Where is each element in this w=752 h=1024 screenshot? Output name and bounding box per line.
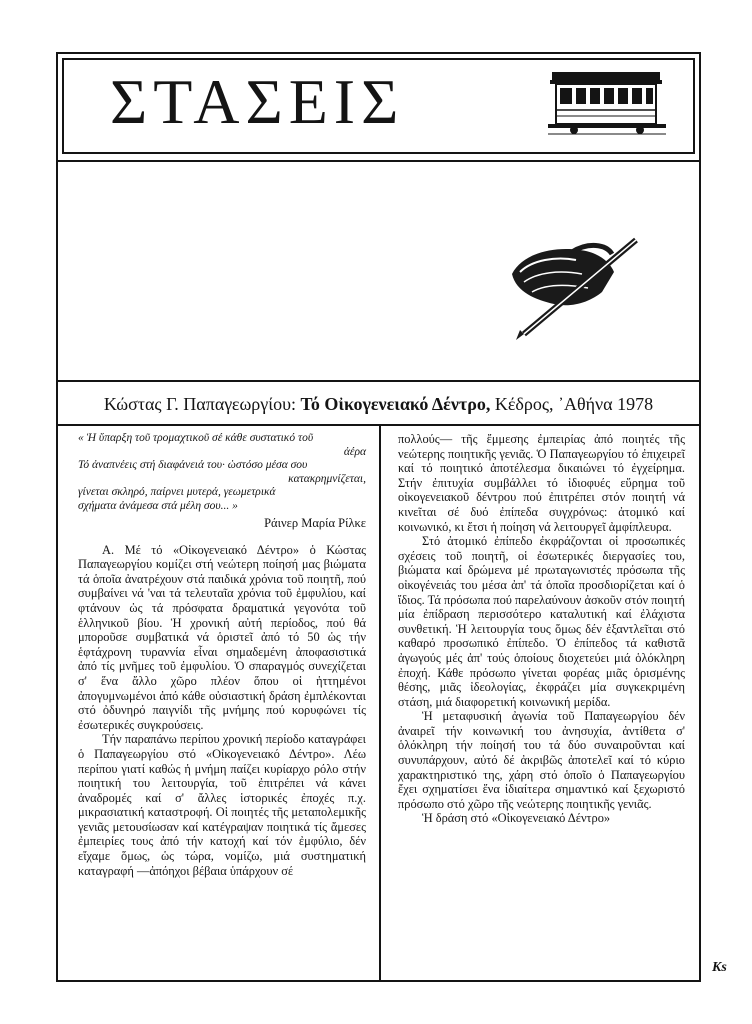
book-author: Κώστας Γ. Παπαγεωργίου: — [103, 394, 297, 414]
body-paragraph: πολλούς— τῆς ἔμμεσης ἐμπειρίας ἀπό ποιητές τῆς νεώτερης ποιητικῆς γενιᾶς. Ὁ Παπαγεωργίου τό ἐπιχειρεῖ καί τό ποιητικό ἀποτέλεσμα δικαιώνει τό ἐγχείρημα. Στήν ἐπιτυχία συμβάλλει τό ἰδιοφυές εὕρημα τοῦ οἰκογενειακοῦ δέντρου πού ἐπιτρέπει στόν ποιητή νά κινεῖται σέ δυό ἐπίπεδα συγχρόνως: ἀτομικό καί κοινωνικό, κι ἔτσι ἡ ποίηση νά λειτουργεῖ ἀμφίπλευρα. — [398, 432, 685, 534]
epigraph-line: Τό ἀναπνέεις στή διαφάνειά του· ὡστόσο μέσα σου — [78, 459, 308, 471]
signature-mark: Ks — [712, 960, 727, 975]
epigraph-line: σχήματα ἀνάμεσα στά μέλη σου... » — [78, 499, 238, 512]
right-column — [398, 432, 685, 826]
body-paragraph: Τήν παραπάνω περίπου χρονική περίοδο καταγράφει ὁ Παπαγεωργίου στό «Οἰκογενειακό Δέντρο». Λέω περίπου γιατί καθώς ἡ μνήμη παίζει κυρίαρχο ρόλο στήν ποιητική του λειτουργία, τοῦ ἐπιτρέπει νά κάνει ἀναδρομές καί σ' ἄλλες ἱστορικές ἐποχές π.χ. μικρασιατική καταστροφή. Οἱ ποιητές τῆς μεταπολεμικῆς γενιᾶς μετουσίωσαν καί κατέγραψαν ποιητικά τίς ἄμεσες ἐμπειρίες τους ἀπό τήν κατοχή καί τόν ἐμφύλιο, δέν εἴχαμε ὅμως, ὡς τώρα, νομίζω, μιά συστηματική καταγραφή —ἀπόηχοι βέβαια ὑπάρχουν σέ — [78, 732, 366, 878]
epigraph-line: γίνεται σκληρό, παίρνει μυτερά, γεωμετρικά — [78, 486, 276, 498]
book-publication: Κέδρος, ᾿Αθήνα 1978 — [494, 394, 654, 414]
epigraph-line: « Ἡ ὕπαρξη τοῦ τρομαχτικοῦ σέ κάθε συστατικό τοῦ — [78, 432, 314, 444]
body-paragraph: Στό ἀτομικό ἐπίπεδο ἐκφράζονται οἱ προσωπικές σχέσεις τοῦ ποιητῆ, οἱ ἐσωτερικές διεργασίες του, βιώματα καί δρώμενα μέ πρωταγωνιστές πρόσωπα τῆς οἰκογένειάς του μέσα ἀπ' τά ὁποῖα προσδιορίζεται καί ὁ ἴδιος. Τά πρόσωπα πού παρελαύνουν ἀσκοῦν στόν ποιητή μία ἐπίδραση περισσότερο καταλυτική καί ἐλάχιστα συνθετική. Ἡ λειτουργία τους ὅμως δέν ἐξαντλεῖται στό καθαρό προσωπικό ἐπίπεδο. Ὁ ἐπίπεδος τά καθιστᾶ ἀγωγούς μές ἀπ' τούς ὁποίους διοχετεύει μιά ὁλόκληρη ἐποχή. Κάθε πρόσωπο γίνεται φορέας μιᾶς ὁρισμένης θέσης, μιᾶς ἰδεολογίας, ἐκφράζει μία συγκεκριμένη στάση, μιά διαφορετική κοινωνική μερίδα. — [398, 534, 685, 709]
masthead-rule — [56, 160, 701, 162]
column-divider — [379, 424, 381, 982]
epigraph-line: κατακρημνίζεται, — [288, 472, 366, 485]
epigraph-attribution: Ράινερ Μαρία Ρίλκε — [264, 516, 366, 530]
book-reference — [58, 392, 699, 416]
tram-illustration-icon — [548, 70, 666, 136]
left-column — [78, 432, 366, 878]
body-paragraph: Ἡ δράση στό «Οἰκογενειακό Δέντρο» — [422, 811, 611, 826]
illustration-rule — [56, 380, 701, 382]
epigraph — [78, 432, 366, 513]
section-title: ΣΤΑΣΕΙΣ — [110, 66, 405, 137]
epigraph-line: ἀέρα — [343, 445, 366, 458]
hand-with-pen-icon — [502, 232, 652, 342]
body-paragraph: Ἡ μεταφυσική ἀγωνία τοῦ Παπαγεωργίου δέν ἀναιρεῖ τήν κοινωνική του ἀνησυχία, ἀντίθετα σ' ὁλόκληρη τήν ποίησή του τά δύο συναιροῦνται καί συνυπάρχουν, αὐτό δέ ἀκριβῶς ἀποτελεῖ καί τό κύριο χαρακτηριστικό της, χάρη στό ὁποῖο ὁ Παπαγεωργίου ἔχει σχηματίσει ἕνα ἰδιαίτερα σημαντικό καί ξεχωριστό πρόσωπο στό χῶρο τῆς νεώτερης ποιητικῆς γενιᾶς. — [398, 709, 685, 811]
book-title: Τό Οἰκογενειακό Δέντρο, — [300, 394, 491, 414]
body-paragraph: Α. Μέ τό «Οἰκογενειακό Δέντρο» ὁ Κώστας Παπαγεωργίου κομίζει στή νεώτερη ποίησή μας βιώματα τά ὁποῖα ἀνατρέχουν στά παιδικά χρόνια τοῦ ποιητῆ, πού συμβαίνει νά 'ναι τά τελευταῖα χρόνια τοῦ ἐμφυλίου, καί φτάνουν ὡς τά πρόσφατα δραματικά γεγονότα τοῦ ἑλληνικοῦ βίου. Ἡ χρονική αὐτή περίοδος, πού θά μποροῦσε συμβατικά νά ὁριστεῖ ἀπό τό 50 ὡς τήν ἑφτάχρονη τυραννία εἶναι σημαδεμένη ἀποφασιστικά ἀπό τίς μνῆμες τοῦ ἐμφυλίου. Ὁ σπαραγμός συνεχίζεται σ' ἕνα ἄλλο χῶρο πλέον ὅπου οἱ ἡττημένοι ἀπογυμνωμένοι ἀπό κάθε οὐσιαστική δράση ἐμπλέκονται στό ὀδυνηρό παιγνίδι τῆς μνήμης πού κορυφώνει τίς ἐσωτερικές συγκρούσεις. — [78, 542, 366, 732]
